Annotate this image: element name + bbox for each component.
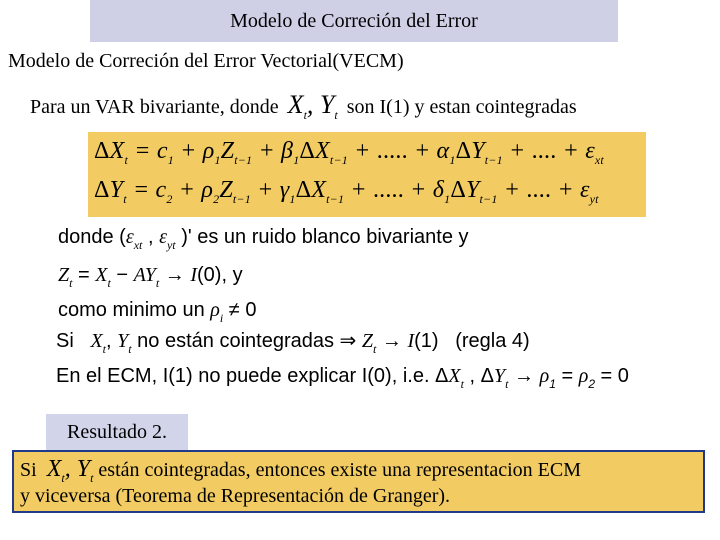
intro-before-text: Para un VAR bivariante, donde (30, 96, 279, 118)
result-line-2: y viceversa (Teorema de Representación de Granger). (20, 485, 451, 507)
result-label: Resultado 2. (46, 414, 188, 450)
equation-delta-x: $\Delta X_t = c_1 + \rho_1Z_{t-1} + \beta_1\Delta X_{t-1}$ + ..... + $\alpha_1\Delta Y_{t-1}$ + .... + $\varepsilon_{xt}$ (94, 138, 604, 167)
ecm-explanation-line: En el ECM, I(1) no puede explicar I(0), i.e. $\Delta X_t$ , $\Delta Y_t \to \rho_1 = \rho_2 = 0$ (56, 365, 629, 391)
noise-definition-line: donde ($\varepsilon_{xt}$ , $\varepsilon_{yt}$ )' es un ruido blanco bivariante y (58, 226, 469, 252)
intro-line (30, 90, 577, 123)
result-line-1: Si $X_t$, $Y_t$ están cointegradas, entonces existe una representacion ECM (20, 456, 582, 485)
intro-math-xy: $X_t$, $Y_t$ (287, 90, 338, 122)
rho-condition-line: como minimo un $\rho_i \ne 0$ (58, 299, 257, 325)
section-subtitle: Modelo de Correción del Error Vectorial(VECM) (8, 50, 404, 72)
not-cointegrated-line: Si $X_t$, $Y_t$ no están cointegradas ⇒ $Z_t \to I(1)$ (regla 4) (56, 330, 530, 356)
slide-title (90, 0, 618, 42)
equation-delta-y: $\Delta Y_t = c_2 + \rho_2Z_{t-1} + \gamma_1\Delta X_{t-1}$ + ..... + $\delta_1\Delta Y_{t-1}$ + .... + $\varepsilon_{yt}$ (94, 177, 599, 206)
vecm-equations-box (88, 132, 646, 217)
slide-title-text: Modelo de Correción del Error (230, 10, 478, 32)
intro-after-text: son I(1) y estan cointegradas (346, 96, 577, 118)
result-box (12, 450, 705, 513)
z-definition-line: $Z_t = X_t - AY_t \to I(0)$, y (58, 264, 243, 290)
